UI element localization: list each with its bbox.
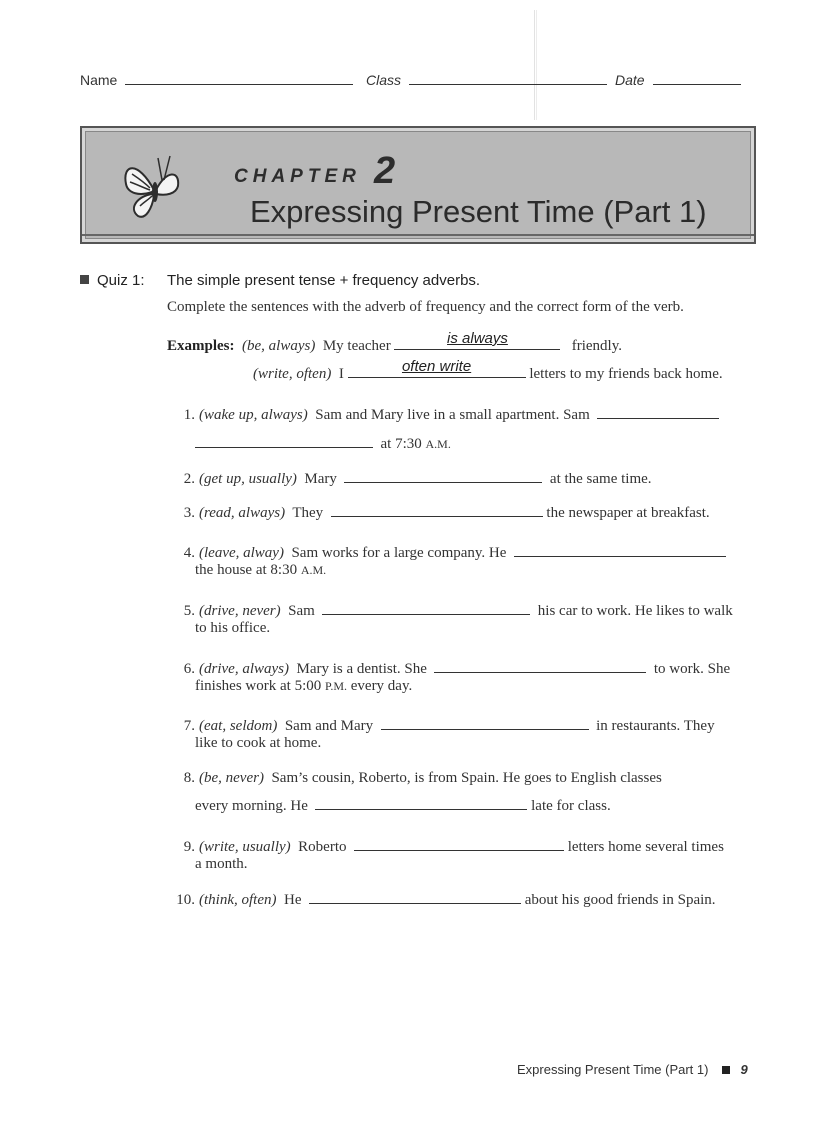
answer-blank-5[interactable] — [322, 601, 530, 615]
name-label: Name — [80, 72, 118, 88]
chapter-banner — [80, 126, 756, 244]
footer-square-icon — [722, 1066, 730, 1074]
instructions: Complete the sentences with the adverb of frequency and the correct form of the verb. — [167, 299, 684, 315]
class-label: Class — [366, 72, 402, 88]
example-2-answer: often write — [401, 358, 472, 375]
example-2-post: letters to my friends back home. — [529, 366, 723, 382]
class-line[interactable] — [409, 73, 607, 85]
answer-blank-1a[interactable] — [597, 405, 719, 419]
quiz-title: The simple present tense + frequency adverbs. — [167, 272, 481, 289]
question-9: 9. (write, usually) Roberto letters home several times — [183, 839, 724, 855]
page-footer — [517, 1062, 748, 1077]
answer-blank-8[interactable] — [315, 796, 527, 810]
name-line[interactable] — [125, 73, 353, 85]
bullet-icon — [80, 275, 89, 284]
chapter-word: CHAPTER — [234, 166, 361, 187]
answer-blank-4[interactable] — [514, 543, 726, 557]
date-field — [615, 72, 741, 88]
class-field — [366, 72, 607, 88]
question-4-cont: the house at 8:30 A.M. — [195, 562, 327, 578]
question-1-cont: at 7:30 A.M. — [195, 434, 451, 453]
chapter-number: 2 — [374, 150, 396, 192]
question-7: 7. (eat, seldom) Sam and Mary in restaurants. They — [183, 718, 715, 734]
question-7-cont: like to cook at home. — [195, 735, 322, 751]
examples-label: Examples: — [167, 338, 235, 354]
date-label: Date — [615, 72, 645, 88]
chapter-title: Expressing Present Time (Part 1) — [250, 194, 707, 229]
question-4: 4. (leave, alway) Sam works for a large company. He — [163, 543, 726, 562]
example-1-blank — [394, 330, 560, 350]
example-2-cue: (write, often) — [253, 366, 332, 382]
question-6: 6. (drive, always) Mary is a dentist. She to work. She — [183, 661, 731, 677]
question-3: 3. (read, always) They the newspaper at breakfast. — [183, 505, 710, 521]
answer-blank-6[interactable] — [434, 659, 646, 673]
example-2-blank — [348, 358, 526, 378]
question-5: 5. (drive, never) Sam his car to work. He likes to walk — [183, 603, 733, 619]
question-6-cont: finishes work at 5:00 P.M. every day. — [195, 678, 413, 694]
example-2-pre: I — [338, 366, 344, 382]
question-1: 1. (wake up, always) Sam and Mary live in a small apartment. Sam — [163, 405, 719, 424]
example-1-pre: My teacher — [322, 338, 391, 354]
answer-blank-2[interactable] — [344, 469, 542, 483]
butterfly-icon — [118, 150, 190, 222]
answer-blank-1b[interactable] — [195, 434, 373, 448]
example-1-cue: (be, always) — [242, 338, 316, 354]
answer-blank-3[interactable] — [331, 503, 543, 517]
example-1 — [167, 330, 622, 355]
page-number: 9 — [740, 1062, 748, 1077]
question-5-cont: to his office. — [195, 620, 271, 636]
question-8-cont: every morning. He late for class. — [195, 798, 611, 814]
answer-blank-10[interactable] — [309, 890, 521, 904]
question-10: 10. (think, often) He about his good friends in Spain. — [176, 892, 716, 908]
example-2 — [253, 358, 723, 383]
name-field — [80, 72, 353, 88]
scan-fold-artifact — [534, 10, 537, 120]
answer-blank-7[interactable] — [381, 716, 589, 730]
date-line[interactable] — [653, 73, 741, 85]
example-1-post: friendly. — [571, 338, 622, 354]
example-1-answer: is always — [447, 330, 508, 347]
footer-chapter-title: Expressing Present Time (Part 1) — [517, 1062, 709, 1077]
question-8: 8. (be, never) Sam’s cousin, Roberto, is from Spain. He goes to English classes — [183, 770, 662, 786]
answer-blank-9[interactable] — [354, 837, 564, 851]
question-2: 2. (get up, usually) Mary at the same time. — [183, 471, 652, 487]
question-9-cont: a month. — [195, 856, 248, 872]
quiz-label: Quiz 1: — [80, 272, 145, 289]
